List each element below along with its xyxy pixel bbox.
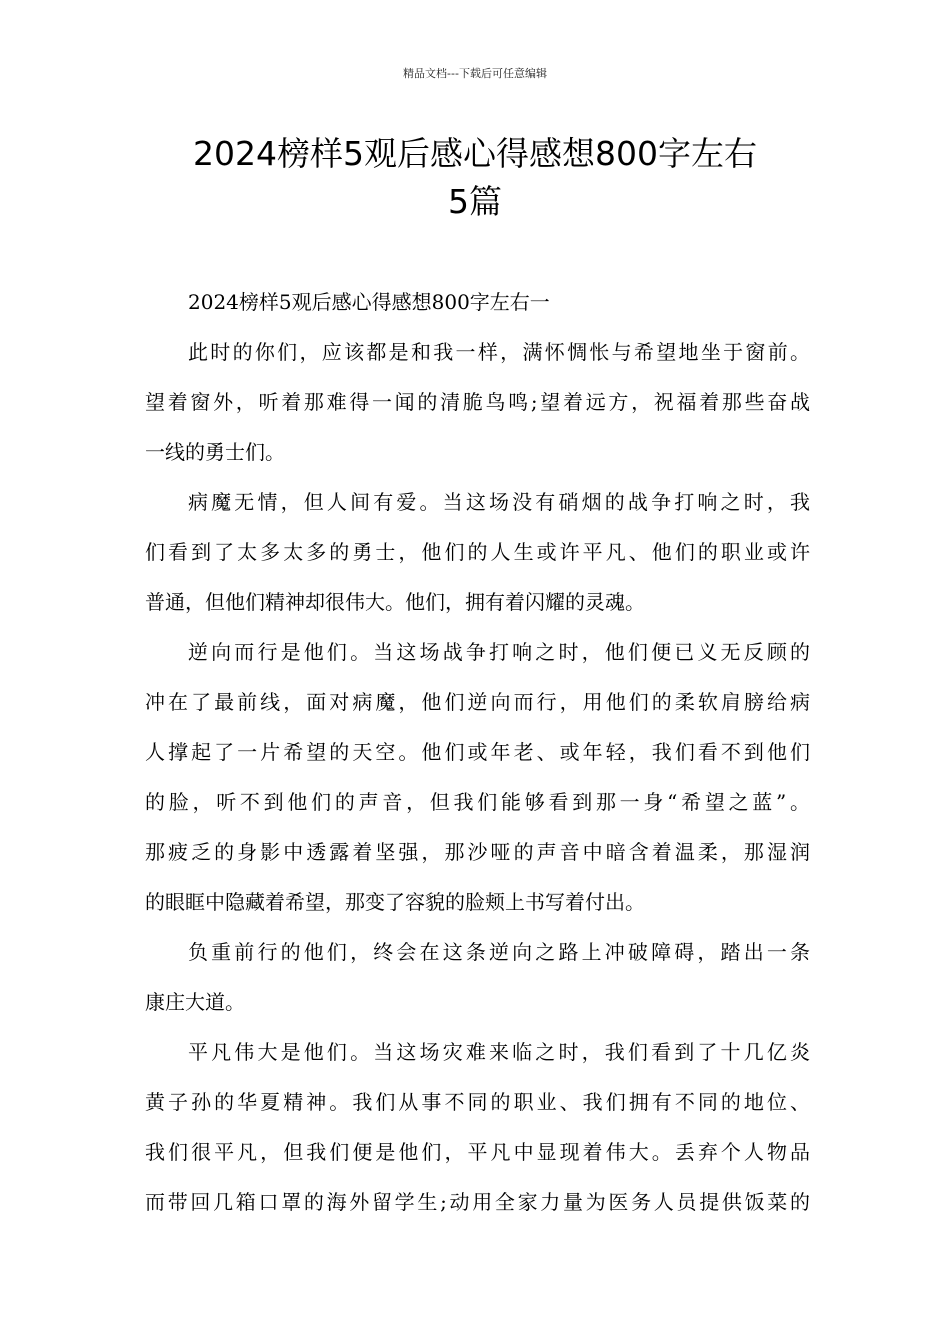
title-line-2: 5篇 — [448, 182, 502, 221]
section-heading: 2024榜样5观后感心得感想800字左右一 — [188, 290, 550, 314]
text-line: 那疲乏的身影中透露着坚强，那沙哑的声音中暗含着温柔，那湿润 — [145, 840, 810, 864]
text-line: 们看到了太多太多的勇士，他们的人生或许平凡、他们的职业或许 — [145, 540, 810, 564]
text-line: 康庄大道。 — [145, 990, 245, 1014]
document-title — [100, 130, 850, 226]
text-line: 普通，但他们精神却很伟大。他们，拥有着闪耀的灵魂。 — [145, 590, 645, 614]
text-line: 逆向而行是他们。当这场战争打响之时，他们便已义无反顾的 — [188, 640, 810, 664]
text-line: 望着窗外，听着那难得一闻的清脆鸟鸣;望着远方，祝福着那些奋战 — [145, 390, 810, 414]
text-line: 黄子孙的华夏精神。我们从事不同的职业、我们拥有不同的地位、 — [145, 1090, 810, 1114]
text-line: 冲在了最前线，面对病魔，他们逆向而行，用他们的柔软肩膀给病 — [145, 690, 810, 714]
text-line: 的眼眶中隐藏着希望，那变了容貌的脸颊上书写着付出。 — [145, 890, 645, 914]
text-line: 人撑起了一片希望的天空。他们或年老、或年轻，我们看不到他们 — [145, 740, 810, 764]
text-line: 病魔无情，但人间有爱。当这场没有硝烟的战争打响之时，我 — [188, 490, 810, 514]
page-header: 精品文档---下载后可任意编辑 — [403, 67, 547, 80]
text-line: 平凡伟大是他们。当这场灾难来临之时，我们看到了十几亿炎 — [188, 1040, 810, 1064]
document-body — [145, 277, 810, 1227]
text-line: 的脸，听不到他们的声音，但我们能够看到那一身“希望之蓝”。 — [145, 790, 810, 814]
text-line: 而带回几箱口罩的海外留学生;动用全家力量为医务人员提供饭菜的 — [145, 1190, 810, 1214]
text-line: 我们很平凡，但我们便是他们，平凡中显现着伟大。丢弃个人物品 — [145, 1140, 810, 1164]
text-line: 一线的勇士们。 — [145, 440, 285, 464]
text-line: 负重前行的他们，终会在这条逆向之路上冲破障碍，踏出一条 — [188, 940, 810, 964]
title-line-1: 2024榜样5观后感心得感想800字左右 — [193, 134, 757, 173]
text-line: 此时的你们，应该都是和我一样，满怀惆怅与希望地坐于窗前。 — [188, 340, 810, 364]
